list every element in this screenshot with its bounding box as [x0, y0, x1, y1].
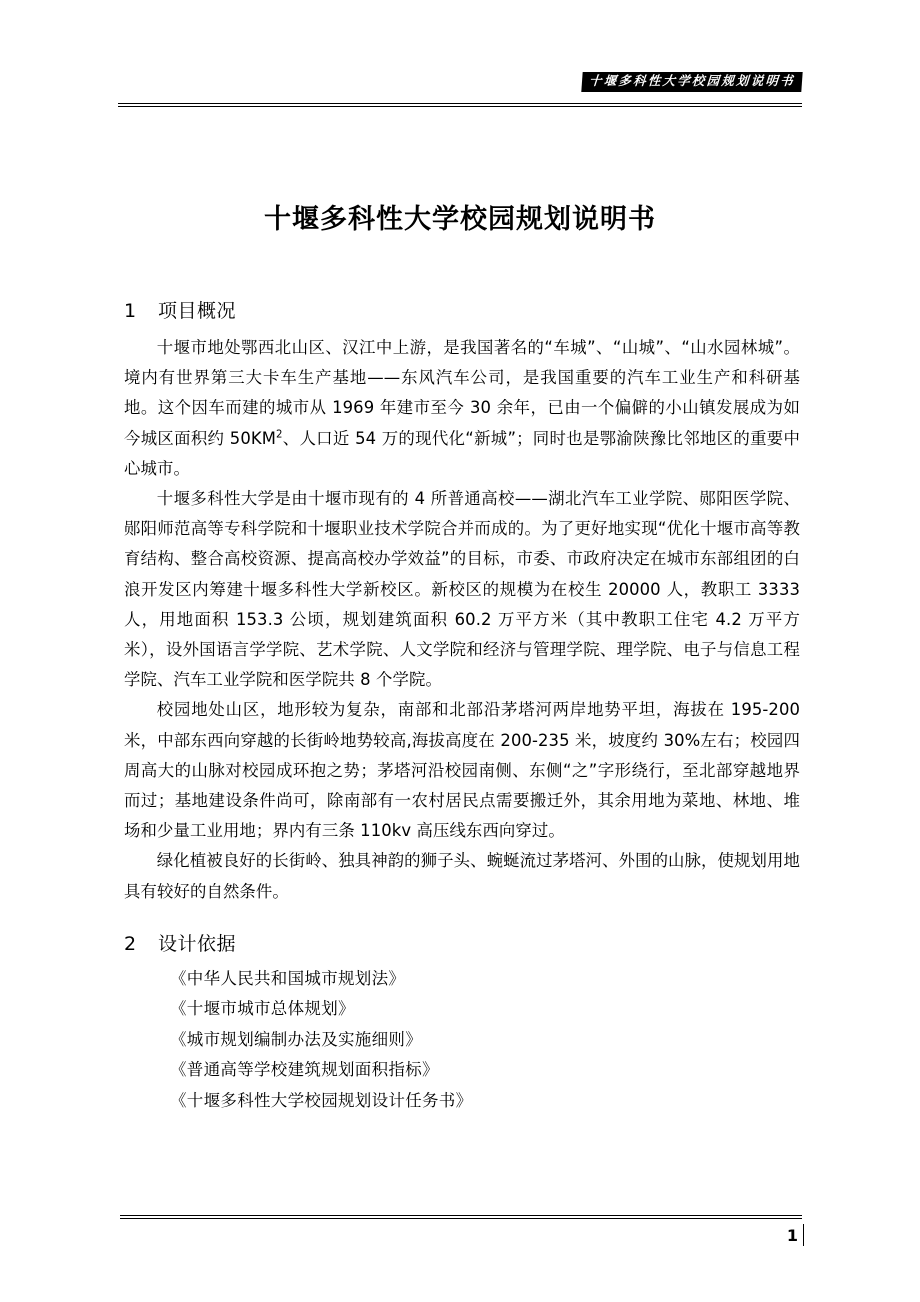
page-number: 1 — [786, 1226, 798, 1245]
section-1-number: 1 — [124, 300, 137, 322]
paragraph-text-a: 十堰市地处鄂西北山区、汉江中上游，是我国著名的“车城”、“山城”、“山水园林城”。境内有世界第三大卡车生产基地——东风汽车公司，是我国重要的汽车工业生产和科研基地。这个因车而建的城市从 1969 年建市至今 30 余年，已由一个偏僻的小山镇发展成为如今城区面积约 50KM — [124, 338, 800, 448]
page-header — [118, 72, 802, 102]
paragraph-text-b: 、人口近 54 万的现代化“新城”；同时也是鄂渝陕豫比邻地区的重要中心城市。 — [124, 428, 800, 478]
header-rule-secondary — [118, 106, 802, 107]
section-1-title: 项目概况 — [158, 300, 237, 322]
section-2-title: 设计依据 — [158, 932, 237, 955]
paragraph: 十堰多科性大学是由十堰市现有的 4 所普通高校——湖北汽车工业学院、郧阳医学院、郧阳师范高等专科学院和十堰职业技术学院合并而成的。为了更好地实现“优化十堰市高等教育结构、整合高校资源、提高高校办学效益”的目标，市委、市政府决定在城市东部组团的白浪开发区内筹建十堰多科性大学新校区。新校区的规模为在校生 20000 人，教职工 3333 人，用地面积 153.3 公顷，规划建筑面积 60.2 万平方米（其中教职工住宅 4.2 万平方米），设外国语言学学院、艺术学院、人文学院和经济与管理学院、理学院、电子与信息工程学院、汽车工业学院和医学院共 8 个学院。 — [124, 489, 800, 690]
paragraph — [124, 333, 800, 484]
list-item: 《十堰多科性大学校园规划设计任务书》 — [170, 1090, 473, 1110]
paragraph: 绿化植被良好的长街岭、独具神韵的狮子头、蜿蜒流过茅塔河、外围的山脉，使规划用地具有较好的自然条件。 — [124, 851, 800, 901]
section-project-overview — [124, 296, 800, 907]
footer-rule — [120, 1215, 802, 1216]
list-item: 《中华人民共和国城市规划法》 — [170, 968, 406, 988]
document-body — [124, 296, 800, 1116]
footer-rule-secondary — [120, 1218, 802, 1219]
reference-list — [124, 964, 800, 1117]
page-title: 十堰多科性大学校园规划说明书 — [264, 204, 656, 235]
text-cursor — [803, 1224, 804, 1246]
paragraph: 校园地处山区，地形较为复杂，南部和北部沿茅塔河两岸地势平坦，海拔在 195-200 米，中部东西向穿越的长街岭地势较高,海拔高度在 200-235 米，坡度约 30%左右；校园四周高大的山脉对校园成环抱之势；茅塔河沿校园南侧、东侧“之”字形绕行，至北部穿越地界而过；基地建设条件尚可，除南部有一农村居民点需要搬迁外，其余用地为菜地、林地、堆场和少量工业用地；界内有三条 110kv 高压线东西向穿过。 — [124, 700, 800, 841]
section-1-heading — [124, 296, 800, 323]
list-item: 《普通高等学校建筑规划面积指标》 — [170, 1060, 439, 1080]
list-item: 《城市规划编制办法及实施细则》 — [170, 1029, 422, 1049]
list-item: 《十堰市城市总体规划》 — [170, 999, 355, 1019]
header-rule — [118, 103, 802, 104]
superscript-square: 2 — [275, 429, 283, 441]
section-2-heading — [124, 929, 800, 956]
section-2-number: 2 — [124, 932, 137, 955]
section-design-basis — [124, 929, 800, 1117]
running-header-title: 十堰多科性大学校园规划说明书 — [582, 72, 803, 92]
